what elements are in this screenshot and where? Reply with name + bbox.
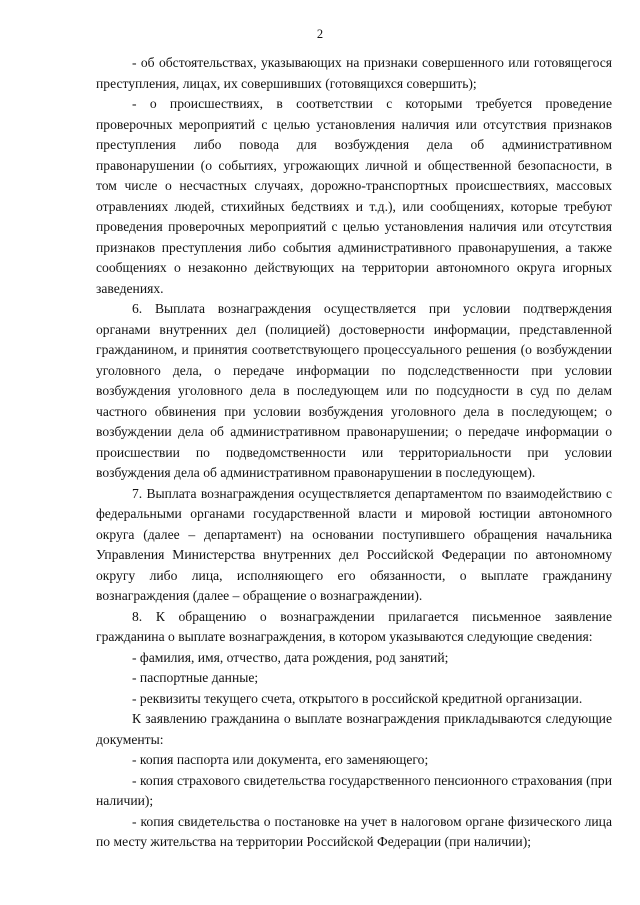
paragraph-attached-documents: К заявлению гражданина о выплате вознаграждения прикладываются следующие документы: <box>96 711 612 747</box>
list-item-passport-data: - паспортные данные; <box>132 670 259 685</box>
paragraph-7-payment-department: 7. Выплата вознаграждения осуществляется департаментом по взаимодействию с федеральными органами государственной власти и мировой юстиции автономного округа (далее – департамент) на основании поступившего обращения начальника Управления Министерства внутренних дел Российской Федерации по автономному округу либо лица, исполняющего его обязанности, о выплате гражданину вознаграждения (далее – обращение о вознаграждении). <box>96 485 612 603</box>
list-item-tax-certificate: - копия свидетельства о постановке на учет в налоговом органе физического лица по месту жительства на территории Российской Федерации (при наличии); <box>96 813 612 849</box>
list-item-bank-account: - реквизиты текущего счета, открытого в российской кредитной организации. <box>132 690 583 706</box>
page-number: 2 <box>316 27 324 41</box>
paragraph-circumstances: - об обстоятельствах, указывающих на признаки совершенного или готовящегося преступления, лицах, их совершивших (готовящихся совершить); <box>96 55 612 91</box>
list-item-passport-copy: - копия паспорта или документа, его заменяющего; <box>132 752 429 767</box>
paragraph-6-payment-condition: 6. Выплата вознаграждения осуществляется при условии подтверждения органами внутренних дел (полицией) достоверности информации, представленной гражданином, и принятия соответствующего процессуального решения (о возбуждении уголовного дела, о передаче информации по подследственности при условии возбуждения уголовного дела в последующем или по подсудности в суд по делам частного обвинения при условии возбуждения уголовного дела в последующем; о возбуждении дела об административном правонарушении; о передаче информации о происшествии по подведомственности или территориальности при условии возбуждения дела об административном правонарушении в последующем). <box>96 301 612 480</box>
paragraph-incidents: - о происшествиях, в соответствии с которыми требуется проведение проверочных мероприятий с целью установления наличия или отсутствия признаков преступления либо повода для возбуждения дела об административном правонарушении (о событиях, угрожающих личной и общественной безопасности, в том числе о несчастных случаях, дорожно-транспортных происшествиях, массовых отравлениях людей, стихийных бедствиях и т.д.), или сообщениях, которые требуют проведения проверочных мероприятий с целью установления наличия или отсутствия признаков преступления либо события административного правонарушения, а также сообщениях о незаконно действующих на территории автономного округа игорных заведениях. <box>96 96 612 296</box>
document-body <box>96 53 612 853</box>
paragraph-8-application: 8. К обращению о вознаграждении прилагается письменное заявление гражданина о выплате вознаграждения, в котором указываются следующие сведения: <box>96 608 612 644</box>
list-item-pension-certificate: - копия страхового свидетельства государственного пенсионного страхования (при наличии); <box>96 772 612 808</box>
list-item-full-name: - фамилия, имя, отчество, дата рождения, род занятий; <box>132 649 449 665</box>
